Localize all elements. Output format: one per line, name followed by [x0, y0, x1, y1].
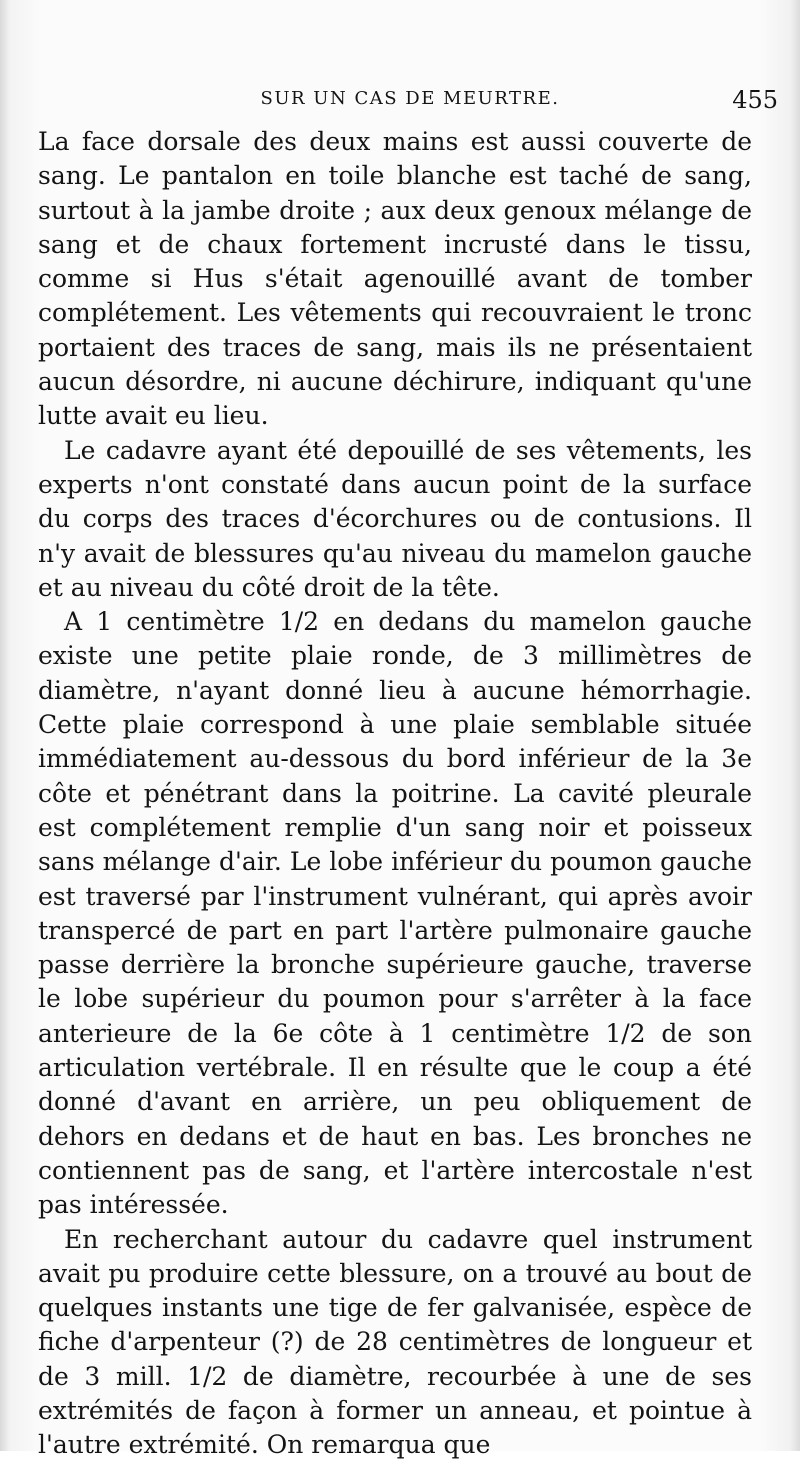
paragraph-3: A 1 centimètre 1/2 en dedans du mamelon gauche existe une petite plaie ronde, de 3 millimètres de diamètre, n'ayant donné lieu à aucune hémorrhagie. Cette plaie correspond à une plaie semblable située immédiatement au-dessous du bord inférieur de la 3e côte et pénétrant dans la poitrine. La cavité pleurale est complétement remplie d'un sang noir et poisseux sans mélange d'air. Le lobe inférieur du poumon gauche est traversé par l'instrument vulnérant, qui après avoir transpercé de part en part l'artère pulmonaire gauche passe derrière la bronche supérieure gauche, traverse le lobe supérieur du poumon pour s'arrêter à la face anterieure de la 6e côte à 1 centimètre 1/2 de son articulation vertébrale. Il en résulte que le coup a été donné d'avant en arrière, un peu obliquement de dehors en dedans et de haut en bas. Les bronches ne contiennent pas de sang, et l'artère intercostale n'est pas intéressée.: [38, 607, 752, 1220]
paragraph-2: Le cadavre ayant été depouillé de ses vêtements, les experts n'ont constaté dans aucun point de la surface du corps des traces d'écorchures ou de contusions. Il n'y avait de blessures qu'au niveau du mamelon gauche et au niveau du côté droit de la tête.: [38, 435, 752, 602]
body-text: [38, 125, 752, 1463]
page-number: 455: [732, 86, 778, 114]
paragraph-4: En recherchant autour du cadavre quel instrument avait pu produire cette blessure, on a trouvé au bout de quelques instants une tige de fer galvanisée, espèce de fiche d'arpenteur (?) de 28 centimètres de longueur et de 3 mill. 1/2 de diamètre, recourbée à une de ses extrémités de façon à former un anneau, et pointue à l'autre extrémité. On remarqua que: [38, 1224, 752, 1460]
running-head: [40, 88, 780, 118]
paragraph-1: La face dorsale des deux mains est aussi couverte de sang. Le pantalon en toile blanche est taché de sang, surtout à la jambe droite ; aux deux genoux mélange de sang et de chaux fortement incrusté dans le tissu, comme si Hus s'était agenouillé avant de tomber complétement. Les vêtements qui recouvraient le tronc portaient des traces de sang, mais ils ne présentaient aucun désordre, ni aucune déchirure, indiquant qu'une lutte avait eu lieu.: [38, 127, 752, 431]
running-title: SUR UN CAS DE MEURTRE.: [260, 88, 560, 109]
